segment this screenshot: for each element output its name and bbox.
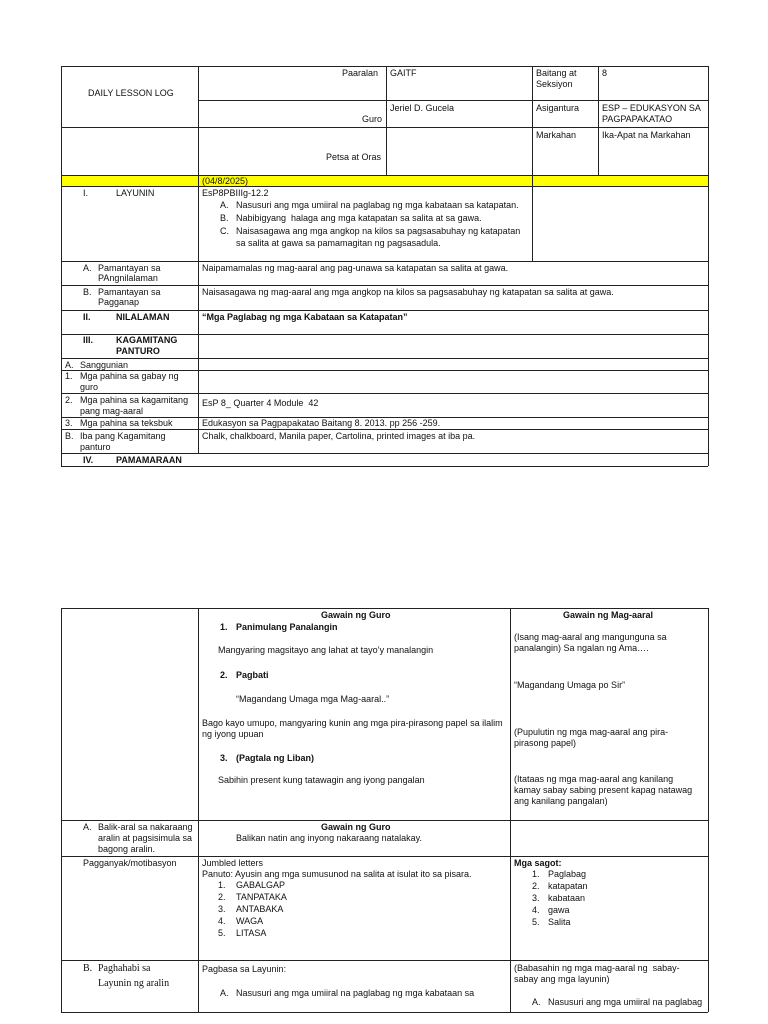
step-text: Mangyaring magsitayo ang lahat at tayo’y manalangin: [218, 645, 434, 655]
rule: [61, 608, 62, 1012]
gabay-label: Mga pahina sa gabay ng: [80, 371, 179, 381]
iba-letter: B.: [65, 431, 74, 441]
rule: [61, 608, 708, 609]
document-title: DAILY LESSON LOG: [88, 88, 174, 98]
answer-item: Salita: [548, 917, 571, 927]
student-response: (Itataas ng mga mag-aaral ang kanilang: [514, 774, 674, 784]
asignatura-value-2: PAGPAPAKATAO: [602, 114, 673, 124]
babasahin-item: Nasusuri ang mga umiiral na paglabag: [548, 997, 703, 1007]
baitang-label: Baitang at: [536, 68, 577, 78]
pagganap-label-2: Pagganap: [98, 297, 140, 307]
answer-num: 4.: [532, 905, 540, 915]
babasahin-item-letter: A.: [532, 997, 541, 1007]
gawain-magaaral-header: Gawain ng Mag-aaral: [563, 610, 654, 620]
pagbasa-label: Pagbasa sa Layunin:: [202, 964, 287, 974]
rule: [61, 820, 708, 821]
rule: [510, 608, 511, 1012]
gawain-guro-header: Gawain ng Guro: [321, 610, 391, 620]
pamamaraan-num: IV.: [83, 455, 94, 465]
jumbled-num: 1.: [218, 880, 226, 890]
jumbled-num: 2.: [218, 892, 226, 902]
pagganap-letter: B.: [83, 287, 92, 297]
step-title: Pagbati: [236, 670, 269, 680]
balik-aral-letter: A.: [83, 822, 92, 832]
iba-value: Chalk, chalkboard, Manila paper, Cartolina, printed images at iba pa.: [202, 431, 476, 441]
student-response-cont: kamay sabay sabing present kapag natawag: [514, 785, 693, 795]
sanggunian-letter: A.: [65, 360, 74, 370]
rule: [61, 393, 708, 394]
rule: [61, 285, 708, 286]
pagbasa-item: Nasusuri ang mga umiiral na paglabag ng mga kabataan sa: [236, 988, 475, 998]
teksbuk-value: Edukasyon sa Pagpapakatao Baitang 8. 2013. pp 256 -259.: [202, 418, 441, 428]
rule: [61, 310, 708, 311]
student-response-cont: panalangin) Sa ngalan ng Ama….: [514, 643, 649, 653]
objective-letter: A.: [220, 200, 229, 210]
guro-label: Guro: [362, 114, 383, 124]
jumbled-item: GABALGAP: [236, 880, 286, 890]
baitang-value: 8: [602, 68, 608, 78]
babasahin-text-cont: sabay ang mga layunin): [514, 974, 610, 984]
paaralan-label: Paaralan: [342, 68, 379, 78]
step-title: (Pagtala ng Liban): [236, 753, 315, 763]
pangnilalaman-value: Naipamamalas ng mag-aaral ang pag-unawa sa katapatan sa salita at gawa.: [202, 263, 509, 273]
jumbled-num: 4.: [218, 916, 226, 926]
date-highlight-row: [62, 175, 708, 186]
jumbled-num: 5.: [218, 928, 226, 938]
step-num: 3.: [220, 753, 228, 763]
objective-letter: B.: [220, 213, 229, 223]
nilalaman-value: “Mga Paglabag ng mga Kabataan sa Katapatan”: [202, 312, 408, 322]
rule: [61, 66, 708, 67]
nilalaman-num: II.: [83, 312, 91, 322]
rule: [61, 960, 708, 961]
jumbled-num: 3.: [218, 904, 226, 914]
pangnilalaman-letter: A.: [83, 263, 92, 273]
pagbasa-item-letter: A.: [220, 988, 229, 998]
iba-label: Iba pang Kagamitang: [80, 431, 166, 441]
rule: [61, 453, 708, 454]
answer-item: katapatan: [548, 881, 588, 891]
objective-letter: C.: [220, 226, 229, 236]
paghahabi-letter: B.: [83, 963, 93, 974]
answer-num: 2.: [532, 881, 540, 891]
gabay-num: 1.: [65, 371, 73, 381]
iba-label-2: panturo: [80, 442, 111, 452]
rule: [61, 856, 708, 857]
step-text: “Magandang Umaga mga Mag-aaral..”: [236, 694, 390, 704]
petsa-label: Petsa at Oras: [326, 152, 382, 162]
objective-text: Naisasagawa ang mga angkop na kilos sa pagsasabuhay ng katapatan: [236, 226, 521, 236]
rule: [386, 66, 387, 175]
rule: [198, 66, 199, 454]
rule: [61, 127, 708, 128]
jumbled-item: WAGA: [236, 916, 264, 926]
rule: [598, 66, 599, 175]
step-num: 1.: [220, 622, 228, 632]
sanggunian-label: Sanggunian: [80, 360, 129, 370]
jumbled-title: Jumbled letters: [202, 858, 264, 868]
rule: [532, 66, 533, 261]
step-text-cont: ng iyong upuan: [202, 729, 264, 739]
student-response: (Isang mag-aaral ang mangunguna sa: [514, 632, 667, 642]
rule: [61, 175, 708, 176]
nilalaman-label: NILALAMAN: [116, 312, 170, 322]
objective-text-cont: sa salita at gawa sa pamamagitan ng pagsasadula.: [236, 238, 441, 248]
balik-aral-label-2: aralin at pagsisimula sa: [98, 833, 193, 843]
magaaral-label-2: pang mag-aaral: [80, 406, 144, 416]
asignatura-value: ESP – EDUKASYON SA: [602, 103, 701, 113]
magaaral-value: EsP 8_ Quarter 4 Module 42: [202, 398, 319, 408]
teksbuk-num: 3.: [65, 418, 73, 428]
rule: [708, 66, 709, 466]
guro-value: Jeriel D. Gucela: [390, 103, 455, 113]
kagamitang-label: KAGAMITANG: [116, 335, 178, 345]
step-num: 2.: [220, 670, 228, 680]
lesson-date: (04/8/2025): [202, 176, 249, 186]
pangnilalaman-label-2: PAngnilalaman: [98, 273, 158, 283]
layunin-label: LAYUNIN: [116, 188, 155, 198]
baitang-label-2: Seksiyon: [536, 79, 573, 89]
pamamaraan-label: PAMAMARAAN: [116, 455, 182, 465]
paaralan-value: GAITF: [390, 68, 417, 78]
objective-text: Nabibigyang halaga ang mga katapatan sa salita at sa gawa.: [236, 213, 482, 223]
paghahabi-label-2: Layunin ng aralin: [98, 978, 170, 989]
kagamitang-num: III.: [83, 335, 94, 345]
teksbuk-label: Mga pahina sa teksbuk: [80, 418, 173, 428]
student-response-cont: ang kanilang pangalan): [514, 796, 608, 806]
step-title: Panimulang Panalangin: [236, 622, 338, 632]
answer-item: kabataan: [548, 893, 586, 903]
pagganap-label: Pamantayan sa: [98, 287, 161, 297]
balik-aral-label: Balik-aral sa nakaraang: [98, 822, 193, 832]
markahan-value: Ika-Apat na Markahan: [602, 130, 691, 140]
asignatura-label: Asigantura: [536, 103, 580, 113]
rule: [61, 186, 708, 187]
jumbled-item: TANPATAKA: [236, 892, 287, 902]
kagamitang-label-2: PANTURO: [116, 346, 160, 356]
pagganyak-label: Pagganyak/motibasyon: [83, 858, 177, 868]
rule: [61, 358, 708, 359]
competency-code: EsP8PBIIIg-12.2: [202, 188, 269, 198]
balik-aral-text: Balikan natin ang inyong nakaraang natalakay.: [236, 833, 422, 843]
balik-aral-header: Gawain ng Guro: [321, 822, 391, 832]
answer-num: 5.: [532, 917, 540, 927]
babasahin-text: (Babasahin ng mga mag-aaral ng sabay-: [514, 963, 680, 973]
magaaral-num: 2.: [65, 395, 73, 405]
student-response-cont: pirasong papel): [514, 738, 577, 748]
step-text: Sabihin present kung tatawagin ang iyong pangalan: [218, 775, 425, 785]
answer-item: Paglabag: [548, 869, 587, 879]
rule: [198, 100, 708, 101]
pangnilalaman-label: Pamantayan sa: [98, 263, 161, 273]
sagot-label: Mga sagot:: [514, 858, 562, 868]
rule: [708, 608, 709, 1012]
student-response: “Magandang Umaga po Sir”: [514, 680, 626, 690]
step-text: Bago kayo umupo, mangyaring kunin ang mga pira-pirasong papel sa ilalim: [202, 718, 503, 728]
balik-aral-label-3: bagong aralin.: [98, 844, 156, 854]
jumbled-item: ANTABAKA: [236, 904, 284, 914]
panuto-text: Panuto: Ayusin ang mga sumusunod na salita at isulat ito sa pisara.: [202, 869, 472, 879]
markahan-label: Markahan: [536, 130, 577, 140]
rule: [61, 466, 708, 467]
pagganap-value: Naisasagawa ng mag-aaral ang mga angkop na kilos sa pagsasabuhay ng katapatan sa salita at gawa.: [202, 287, 614, 297]
objective-text: Nasusuri ang mga umiiral na paglabag ng mga kabataan sa katapatan.: [236, 200, 519, 210]
paghahabi-label: Paghahabi sa: [98, 963, 151, 974]
rule: [61, 429, 708, 430]
rule: [61, 1012, 708, 1013]
jumbled-item: LITASA: [236, 928, 267, 938]
layunin-num: I.: [83, 188, 89, 198]
rule: [61, 66, 62, 466]
answer-item: gawa: [548, 905, 570, 915]
magaaral-label: Mga pahina sa kagamitang: [80, 395, 189, 405]
answer-num: 3.: [532, 893, 540, 903]
rule: [198, 608, 199, 1012]
gabay-label-2: guro: [80, 382, 99, 392]
rule: [61, 261, 708, 262]
student-response: (Pupulutin ng mga mag-aaral ang pira-: [514, 727, 669, 737]
answer-num: 1.: [532, 869, 540, 879]
